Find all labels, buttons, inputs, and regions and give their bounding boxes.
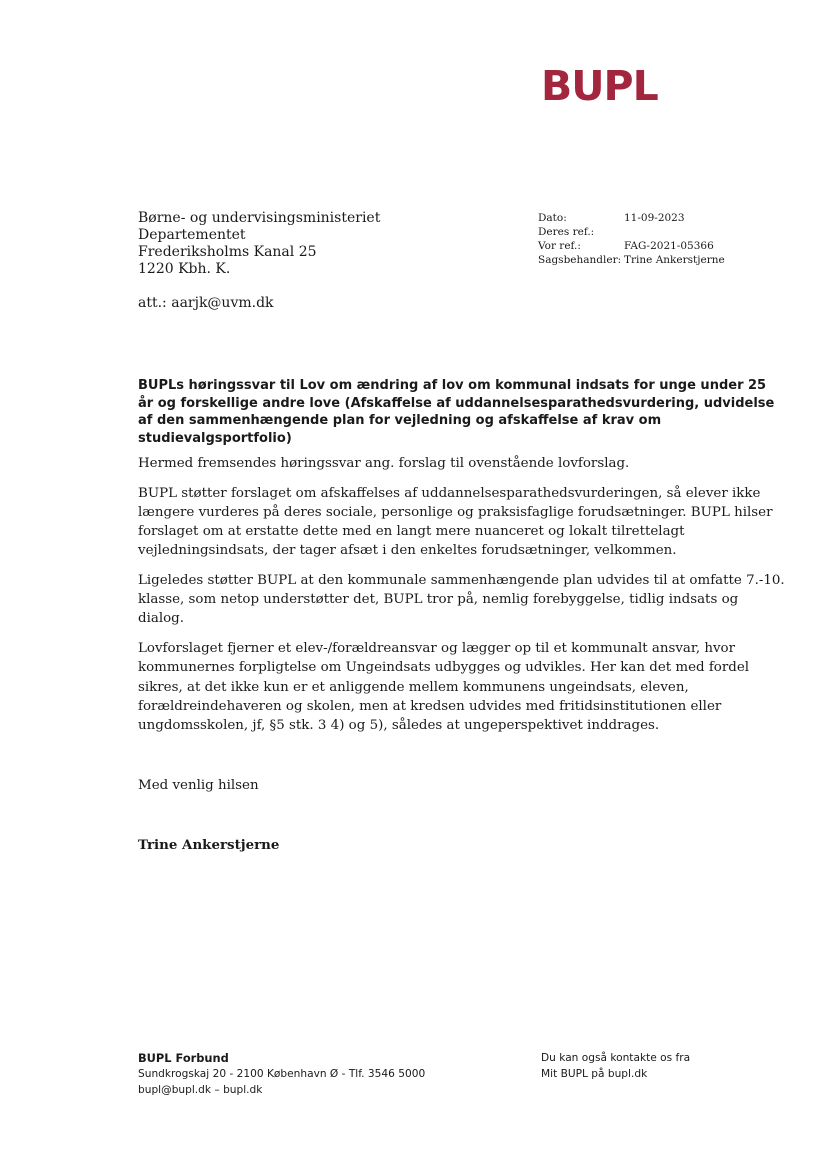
body-paragraph: Hermed fremsendes høringssvar ang. forslag til ovenstående lovforslag.: [138, 456, 630, 471]
footer-organization: [138, 1050, 425, 1098]
meta-value: Trine Ankerstjerne: [624, 254, 725, 266]
recipient-line: 1220 Kbh. K.: [138, 261, 231, 277]
meta-label: Deres ref.:: [538, 226, 595, 238]
attention-email: att.: aarjk@uvm.dk: [138, 295, 274, 311]
recipient-address: [138, 210, 380, 278]
footer-org-name: BUPL Forbund: [138, 1051, 229, 1065]
body-paragraph: Lovforslaget fjerner et elev-/forældreansvar og lægger op til et kommunalt ansvar, hvor kommunernes forpligtelse om Ungeindsats udbygges og udvikles. Her kan det med fordel sikres, at det ikke kun er et anliggende mellem kommunens ungeindsats, eleven, forældreindehaveren og skolen, men at kredsen udvides med fritidsinstitutionen eller ungdomsskolen, jf, §5 stk. 3 4) og 5), således at ungeperspektivet inddrages.: [138, 641, 750, 733]
recipient-line: Departementet: [138, 227, 246, 243]
body-paragraph: BUPL støtter forslaget om afskaffelses af uddannelsesparathedsvurderingen, så elever ikke længere vurderes på deres sociale, personlige og praksisfaglige forudsætninger. BUPL hilser forslaget om at erstatte dette med en langt mere nuanceret og lokalt tilrettelagt vejledningsindsats, der tager afsæt i den enkeltes forudsætninger, velkommen.: [138, 485, 773, 559]
footer-address: Sundkrogskaj 20 - 2100 København Ø - Tlf. 3546 5000: [138, 1068, 426, 1080]
meta-label: Vor ref.:: [538, 240, 581, 252]
closing-greeting: Med venlig hilsen: [138, 778, 259, 793]
letter-body: [138, 454, 788, 746]
signature-name: Trine Ankerstjerne: [138, 837, 280, 853]
meta-row-our-ref: [538, 239, 725, 253]
footer-note-line: Mit BUPL på bupl.dk: [541, 1068, 648, 1080]
letter-heading: BUPLs høringssvar til Lov om ændring af lov om kommunal indsats for unge under 25 år og forskellige andre love (Afskaffelse af uddannelsesparathedsvurdering, udvidelse af den sammenhængende plan for vejledning og afskaffelse af krav om studievalgsportfolio): [138, 378, 775, 446]
meta-label: Dato:: [538, 212, 567, 224]
meta-row-their-ref: [538, 225, 725, 239]
meta-row-case-handler: [538, 253, 725, 267]
meta-value: 11-09-2023: [624, 212, 685, 224]
recipient-line: Frederiksholms Kanal 25: [138, 244, 317, 260]
meta-label: Sagsbehandler:: [538, 254, 622, 266]
body-paragraph: Ligeledes støtter BUPL at den kommunale sammenhængende plan udvides til at omfatte 7.-10. klasse, som netop understøtter det, BUPL tror på, nemlig forebyggelse, tidlig indsats og dialog.: [138, 573, 785, 627]
footer-contact-note: [541, 1050, 690, 1082]
footer-contact: bupl@bupl.dk – bupl.dk: [138, 1084, 263, 1096]
letter-meta: [538, 211, 725, 267]
footer-note-line: Du kan også kontakte os fra: [541, 1052, 691, 1064]
recipient-line: Børne- og undervisingsministeriet: [138, 210, 381, 226]
bupl-logo: BUPL: [541, 62, 658, 110]
meta-row-date: [538, 211, 725, 225]
meta-value: FAG-2021-05366: [624, 240, 714, 252]
